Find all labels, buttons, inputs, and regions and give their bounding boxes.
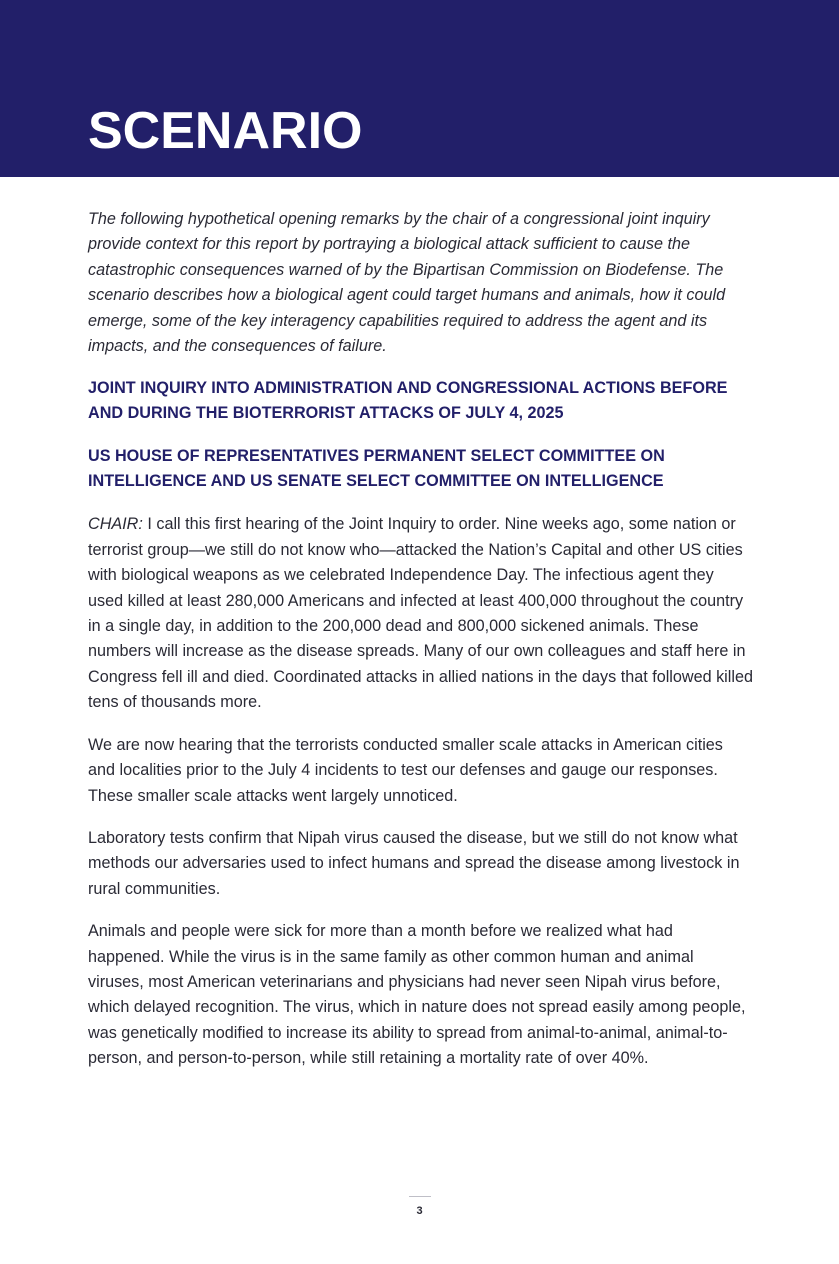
intro-paragraph: The following hypothetical opening remarks by the chair of a congressional joint inquiry provide context for this report by portraying a biological attack sufficient to cause the catastrophic consequences warned of by the Bipartisan Commission on Biodefense. The scenario describes how a biological agent could target humans and animals, how it could emerge, some of the key interagency capabilities required to address the agent and its impacts, and the consequences of failure. xyxy=(88,210,726,356)
speaker-label: CHAIR: xyxy=(88,515,143,534)
chair-remarks: I call this first hearing of the Joint Inquiry to order. Nine weeks ago, some nation or terrorist group—we still do not know who—attacked the Nation’s Capital and other US cities with biological weapons as we celebrated Independence Day. The infectious agent they used killed at least 280,000 Americans and infected at least 400,000 throughout the country in a single day, in addition to the 200,000 dead and 800,000 sickened animals. These numbers will increase as the disease spreads. Many of our own colleagues and staff here in Congress fell ill and died. Coordinated attacks in allied nations in the days that followed killed tens of thousands more. xyxy=(88,515,753,712)
page-title: SCENARIO xyxy=(88,102,363,160)
footer-divider xyxy=(409,1196,431,1197)
section-heading-committees: US HOUSE OF REPRESENTATIVES PERMANENT SELECT COMMITTEE ON INTELLIGENCE AND US SENATE SELECT COMMITTEE ON INTELLIGENCE xyxy=(88,447,665,491)
body-paragraph-laboratory-tests: Laboratory tests confirm that Nipah virus caused the disease, but we still do not know what methods our adversaries used to infect humans and spread the disease among livestock in rural communities. xyxy=(88,828,740,898)
body-paragraph-virus-spread: Animals and people were sick for more than a month before we realized what had happened. While the virus is in the same family as other common human and animal viruses, most American veterinarians and physicians had never seen Nipah virus before, which delayed recognition. The virus, which in nature does not spread easily among people, was genetically modified to increase its ability to spread from animal-to-animal, animal-to-person, and person-to-person, while still retaining a mortality rate of over 40%. xyxy=(88,922,746,1068)
document-body xyxy=(88,207,753,1089)
chair-paragraph xyxy=(88,512,753,715)
section-heading-joint-inquiry: JOINT INQUIRY INTO ADMINISTRATION AND CONGRESSIONAL ACTIONS BEFORE AND DURING THE BIOTERRORIST ATTACKS OF JULY 4, 2025 xyxy=(88,379,728,423)
page-number: 3 xyxy=(416,1205,423,1217)
header-banner xyxy=(0,0,839,177)
body-paragraph-smaller-attacks: We are now hearing that the terrorists conducted smaller scale attacks in American cities and localities prior to the July 4 incidents to test our defenses and gauge our responses. These smaller scale attacks went largely unnoticed. xyxy=(88,735,723,805)
